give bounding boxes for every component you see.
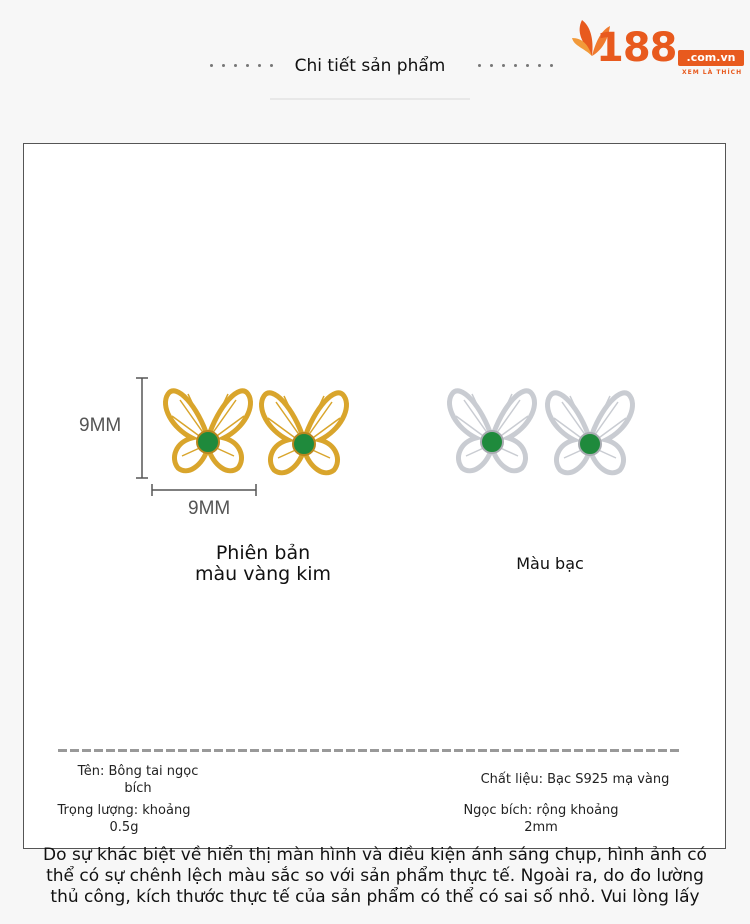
logo-domain: .com.vn (678, 50, 744, 66)
spec-name-line2: bích (124, 781, 152, 796)
disclaimer-line3: thủ công, kích thước thực tế của sản phẩm có thể có sai số nhỏ. Vui lòng lấy (50, 887, 700, 907)
decorative-line (270, 98, 470, 100)
decorative-dots-right (478, 64, 553, 68)
spec-weight (44, 802, 204, 836)
logo-number: 188 (596, 25, 677, 71)
dimension-width-label: 9MM (188, 498, 231, 519)
product-panel (23, 143, 726, 849)
variant-silver-label: Màu bạc (516, 554, 584, 573)
spec-weight-line1: Trọng lượng: khoảng (57, 803, 191, 818)
spec-material: Chất liệu: Bạc S925 mạ vàng (480, 772, 670, 787)
variant-gold-label-line2: màu vàng kim (194, 563, 332, 585)
disclaimer-line1: Do sự khác biệt về hiển thị màn hình và điều kiện ánh sáng chụp, hình ảnh có (43, 845, 707, 865)
brand-logo[interactable] (572, 12, 744, 82)
variant-gold-label-line1: Phiên bản (215, 542, 311, 564)
page-header (0, 0, 750, 140)
variant-gold-label (160, 543, 366, 585)
spec-name (56, 763, 220, 797)
spec-name-line1: Tên: Bông tai ngọc (77, 764, 199, 779)
spec-stone-line2: 2mm (524, 820, 558, 835)
silver-earrings-image (436, 372, 666, 482)
spec-weight-line2: 0.5g (109, 820, 139, 835)
logo-tagline: XEM LÀ THÍCH (682, 69, 743, 76)
dimension-height-label: 9MM (79, 415, 122, 436)
spec-stone (446, 802, 636, 836)
decorative-dots-left (210, 64, 273, 68)
disclaimer-notice (14, 845, 736, 908)
disclaimer-line2: thể có sự chênh lệch màu sắc so với sản phẩm thực tế. Ngoài ra, do đo lường (46, 866, 704, 886)
spec-stone-line1: Ngọc bích: rộng khoảng (463, 803, 619, 818)
dashed-separator (58, 749, 682, 752)
gold-earrings-image (146, 372, 376, 482)
page-title: Chi tiết sản phẩm (294, 56, 446, 76)
